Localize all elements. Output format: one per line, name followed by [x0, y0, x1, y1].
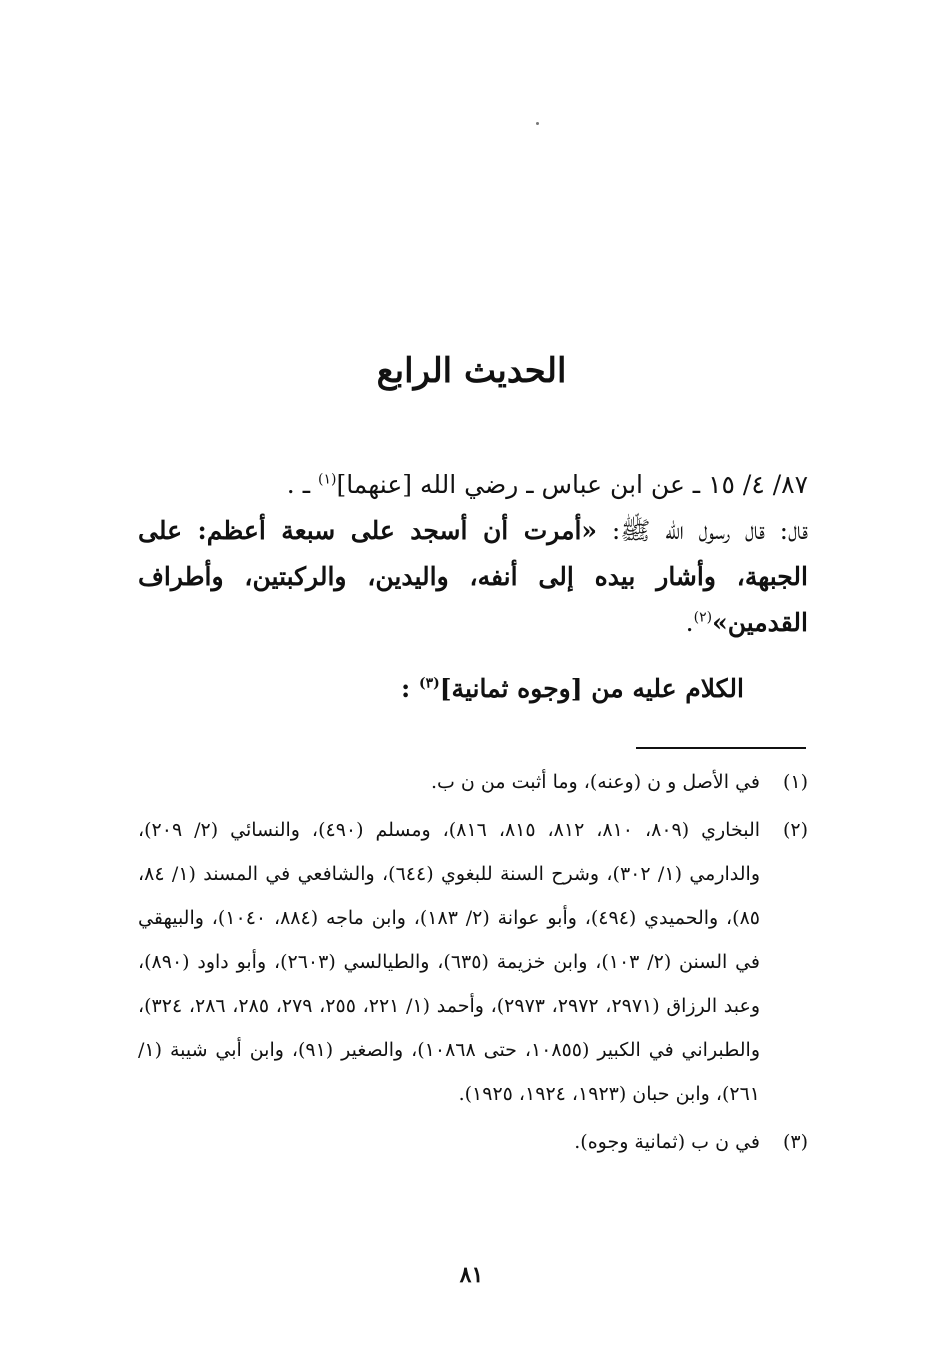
footnote-number: (٣) [782, 1131, 808, 1153]
page-number: ٨١ [459, 1262, 484, 1288]
footnotes [138, 760, 808, 1168]
hadith-intro: قال: قال رسول الله ﷺ: [597, 516, 808, 545]
hadith-quote: «أمرت أن أسجد على سبعة أعظم: على الجبهة، وأشار بيده إلى أنفه، واليدين، والركبتين، وأطراف القدمين» [138, 516, 808, 637]
scan-speck [536, 122, 539, 125]
footnote-number: (١) [782, 771, 808, 793]
discussion-heading-end: : [401, 674, 419, 703]
footnote-1 [138, 760, 808, 804]
footnote-3 [138, 1120, 808, 1164]
hadith-body [138, 462, 808, 712]
footnote-number: (٢) [782, 819, 808, 841]
footnote-text: البخاري (٨٠٩، ٨١٠، ٨١٢، ٨١٥، ٨١٦)، ومسلم (٤٩٠)، والنسائي (٢/ ٢٠٩)، والدارمي (١/ ٣٠٢)، وشرح السنة للبغوي (٦٤٤)، والشافعي في المسند (١/ ٨٤، ٨٥)، والحميدي (٤٩٤)، وأبو عوانة (٢/ ١٨٣)، وابن ماجه (٨٨٤، ١٠٤٠)، والبيهقي في السنن (٢/ ١٠٣)، وابن خزيمة (٦٣٥)، والطيالسي (٢٦٠٣)، وأبو داود (٨٩٠)، وعبد الرزاق (٢٩٧١، ٢٩٧٢، ٢٩٧٣)، وأحمد (١/ ٢٢١، ٢٥٥، ٢٧٩، ٢٨٥، ٢٨٦، ٣٢٤)، والطبراني في الكبير (١٠٨٥٥، حتى ١٠٨٦٨)، والصغير (٩١)، وابن أبي شيبة (١/ ٢٦١)، وابن حبان (١٩٢٣، ١٩٢٤، ١٩٢٥). [138, 819, 761, 1105]
footnote-text: في الأصل و ن (وعنه)، وما أثبت من ن ب. [430, 771, 760, 793]
footnote-text: في ن ب (ثمانية وجوه). [574, 1131, 760, 1153]
footnote-separator [636, 747, 806, 749]
hadith-number-line: ٨٧/ ٤/ ١٥ ـ عن ابن عباس ـ رضي الله [عنهما] [336, 470, 808, 499]
hadith-paragraph [138, 462, 808, 646]
hadith-line1-end: ـ . [286, 470, 318, 499]
footnote-2 [138, 808, 808, 1116]
footnote-ref-3: (٣) [418, 675, 440, 692]
footnote-ref-1: (١) [317, 471, 337, 488]
discussion-heading-text: الكلام عليه من [وجوه ثمانية] [439, 674, 744, 703]
chapter-title: الحديث الرابع [376, 350, 567, 391]
discussion-heading [138, 666, 808, 712]
hadith-quote-end: . [685, 608, 694, 637]
footnote-ref-2: (٢) [693, 609, 713, 626]
